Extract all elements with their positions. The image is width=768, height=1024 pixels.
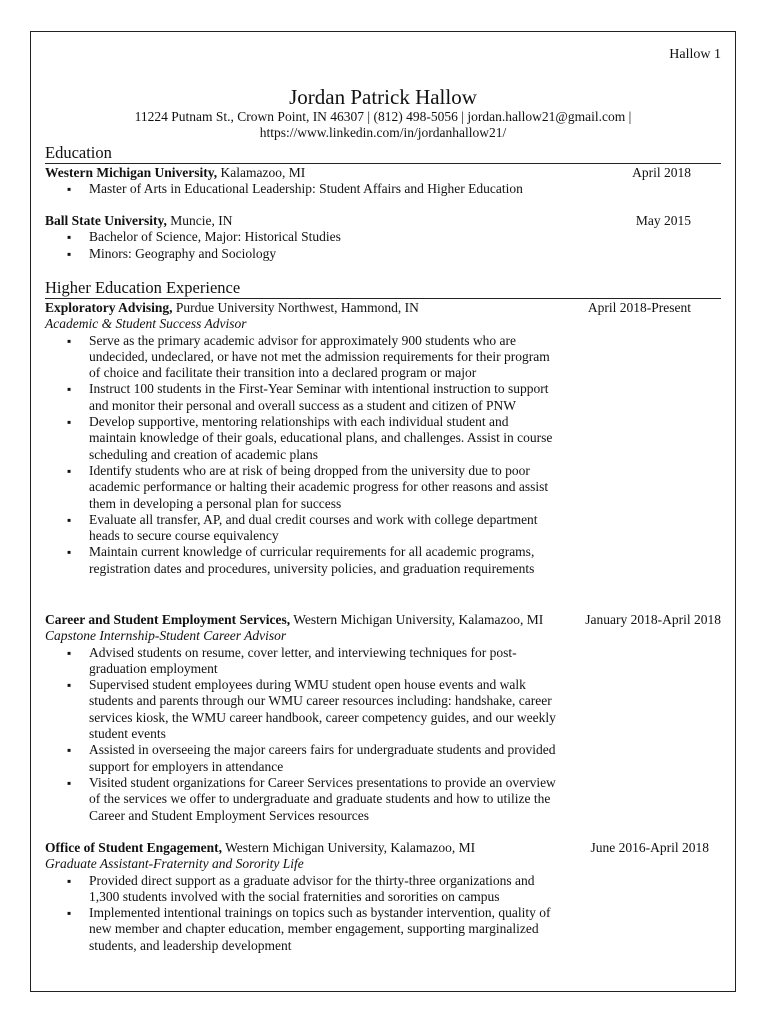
list-item: ▪ Serve as the primary academic advisor for approximately 900 students who are undecided, undeclared, or have not met the admission requirements for their program of choice and facilitate their transition into a declared program or major	[45, 333, 559, 382]
experience-entry	[45, 612, 721, 824]
entry-date: April 2018	[632, 165, 691, 180]
page-number: Hallow 1	[669, 47, 721, 62]
list-item: ▪ Implemented intentional trainings on topics such as bystander intervention, quality of new member and chapter education, member engagement, supporting marginalized students, and leadership development	[45, 905, 559, 954]
job-title: Capstone Internship-Student Career Advisor	[45, 628, 287, 644]
institution: Ball State University, Muncie, IN	[45, 213, 233, 228]
experience-entry	[45, 840, 721, 954]
list-item: ▪ Supervised student employees during WMU student open house events and walk students and parents through our WMU career resources including: handshake, career services kiosk, the WMU career handbook, career competency guides, and our weekly student events	[45, 677, 559, 742]
experience-heading: Higher Education Experience	[45, 279, 721, 299]
list-item: ▪ Evaluate all transfer, AP, and dual credit courses and work with college department heads to secure course equivalency	[45, 512, 559, 545]
list-item: ▪ Identify students who are at risk of being dropped from the university due to poor academic performance or halting their academic progress for other reasons and assist them in developing a personal plan for success	[45, 463, 559, 512]
experience-entry	[45, 300, 721, 577]
organization: Career and Student Employment Services, Western Michigan University, Kalamazoo, MI	[45, 612, 544, 627]
list-item: ▪ Bachelor of Science, Major: Historical Studies	[45, 229, 559, 245]
organization: Exploratory Advising, Purdue University Northwest, Hammond, IN	[45, 300, 419, 315]
list-item: ▪ Develop supportive, mentoring relationships with each individual student and maintain knowledge of their goals, educational plans, and challenges. Assist in course scheduling and creation of academic plans	[45, 414, 559, 463]
applicant-name: Jordan Patrick Hallow	[289, 85, 477, 109]
list-item: ▪ Instruct 100 students in the First-Year Seminar with intentional instruction to support and monitor their personal and overall success as a student and citizen of PNW	[45, 381, 559, 414]
education-heading: Education	[45, 144, 721, 164]
organization: Office of Student Engagement, Western Michigan University, Kalamazoo, MI	[45, 840, 476, 855]
list-item: ▪ Minors: Geography and Sociology	[45, 246, 559, 262]
list-item: ▪ Assisted in overseeing the major careers fairs for undergraduate students and provided support for employers in attendance	[45, 742, 559, 775]
resume-page	[30, 31, 736, 992]
contact-line: 11224 Putnam St., Crown Point, IN 46307 | (812) 498-5056 | jordan.hallow21@gmail.com |	[134, 109, 632, 124]
list-item: ▪ Visited student organizations for Career Services presentations to provide an overview of the services we offer to undergraduate and graduate students and how to utilize the Career and Student Employment Services resources	[45, 775, 559, 824]
entry-date: April 2018-Present	[587, 300, 691, 315]
job-title: Graduate Assistant-Fraternity and Sorority Life	[45, 856, 304, 872]
entry-date: January 2018-April 2018	[585, 612, 721, 627]
list-item: ▪ Master of Arts in Educational Leadership: Student Affairs and Higher Education	[45, 181, 559, 197]
education-entry	[45, 213, 721, 262]
list-item: ▪ Advised students on resume, cover letter, and interviewing techniques for post-graduation employment	[45, 645, 559, 678]
entry-date: June 2016-April 2018	[590, 840, 709, 855]
institution: Western Michigan University, Kalamazoo, MI	[45, 165, 306, 180]
job-title: Academic & Student Success Advisor	[45, 316, 247, 332]
education-entry	[45, 165, 721, 198]
linkedin-url: https://www.linkedin.com/in/jordanhallow21/	[259, 125, 507, 140]
list-item: ▪ Provided direct support as a graduate advisor for the thirty-three organizations and 1,300 students involved with the social fraternities and sororities on campus	[45, 873, 559, 906]
entry-date: May 2015	[635, 213, 691, 228]
list-item: ▪ Maintain current knowledge of curricular requirements for all academic programs, registration dates and procedures, university policies, and graduation requirements	[45, 544, 559, 577]
contact-info	[31, 109, 735, 141]
